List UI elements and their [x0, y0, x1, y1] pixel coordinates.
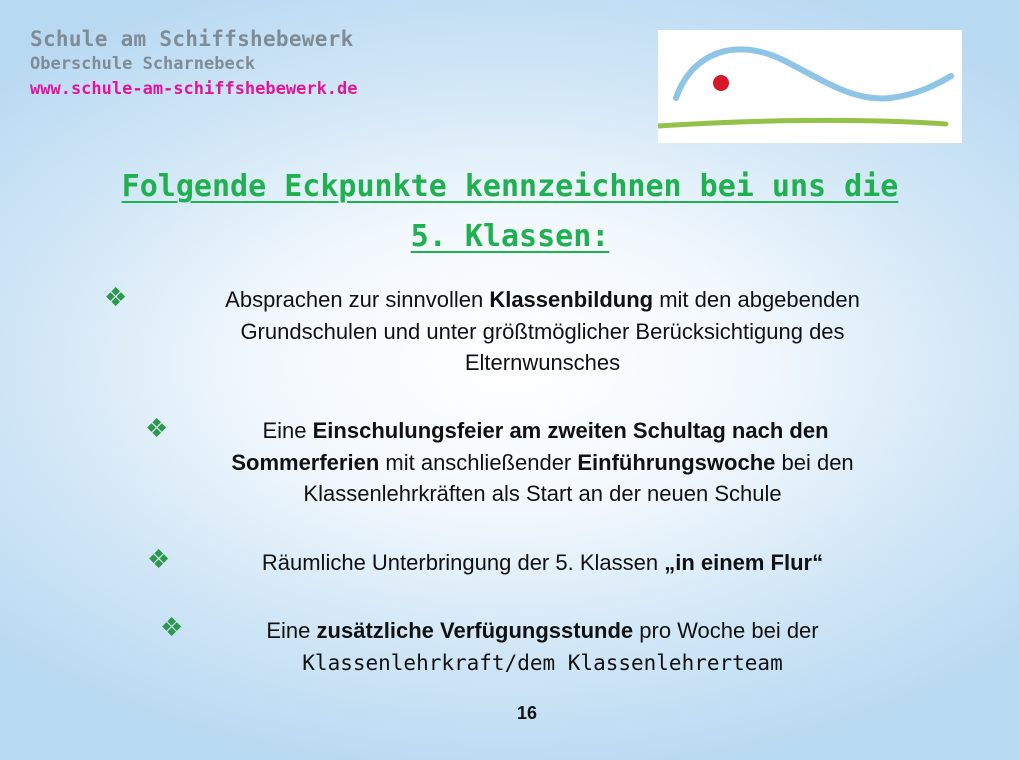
- school-name: Schule am Schiffshebewerk: [30, 27, 354, 51]
- school-logo: [658, 30, 962, 143]
- bullet-2-text: Eine Einschulungsfeier am zweiten Schultag nach den Sommerferien mit anschließender Einführungswoche bei den Klassenlehrkräften als Start an der neuen Schule: [231, 418, 854, 506]
- school-website: www.schule-am-schiffshebewerk.de: [30, 79, 358, 99]
- slide-title-line1: Folgende Eckpunkte kennzeichnen bei uns die: [121, 169, 899, 204]
- school-subtitle: Oberschule Scharnebeck: [30, 54, 256, 74]
- diamond-bullet-icon: ❖: [160, 612, 184, 642]
- bullet-1-text: Absprachen zur sinnvollen Klassenbildung mit den abgebenden Grundschulen und unter größtmöglicher Berücksichtigung des Elternwunsches: [225, 287, 860, 375]
- slide-title-line2: 5. Klassen:: [410, 219, 610, 254]
- slide-title: [60, 162, 960, 262]
- bullet-3-text: Räumliche Unterbringung der 5. Klassen „in einem Flur“: [261, 550, 824, 575]
- diamond-bullet-icon: ❖: [147, 544, 171, 574]
- diamond-bullet-icon: ❖: [104, 282, 128, 312]
- page-number: 16: [516, 703, 538, 723]
- bullet-4-text: Eine zusätzliche Verfügungsstunde pro Woche bei der Klassenlehrkraft/dem Klassenlehrerteam: [266, 618, 819, 675]
- diamond-bullet-icon: ❖: [145, 413, 169, 443]
